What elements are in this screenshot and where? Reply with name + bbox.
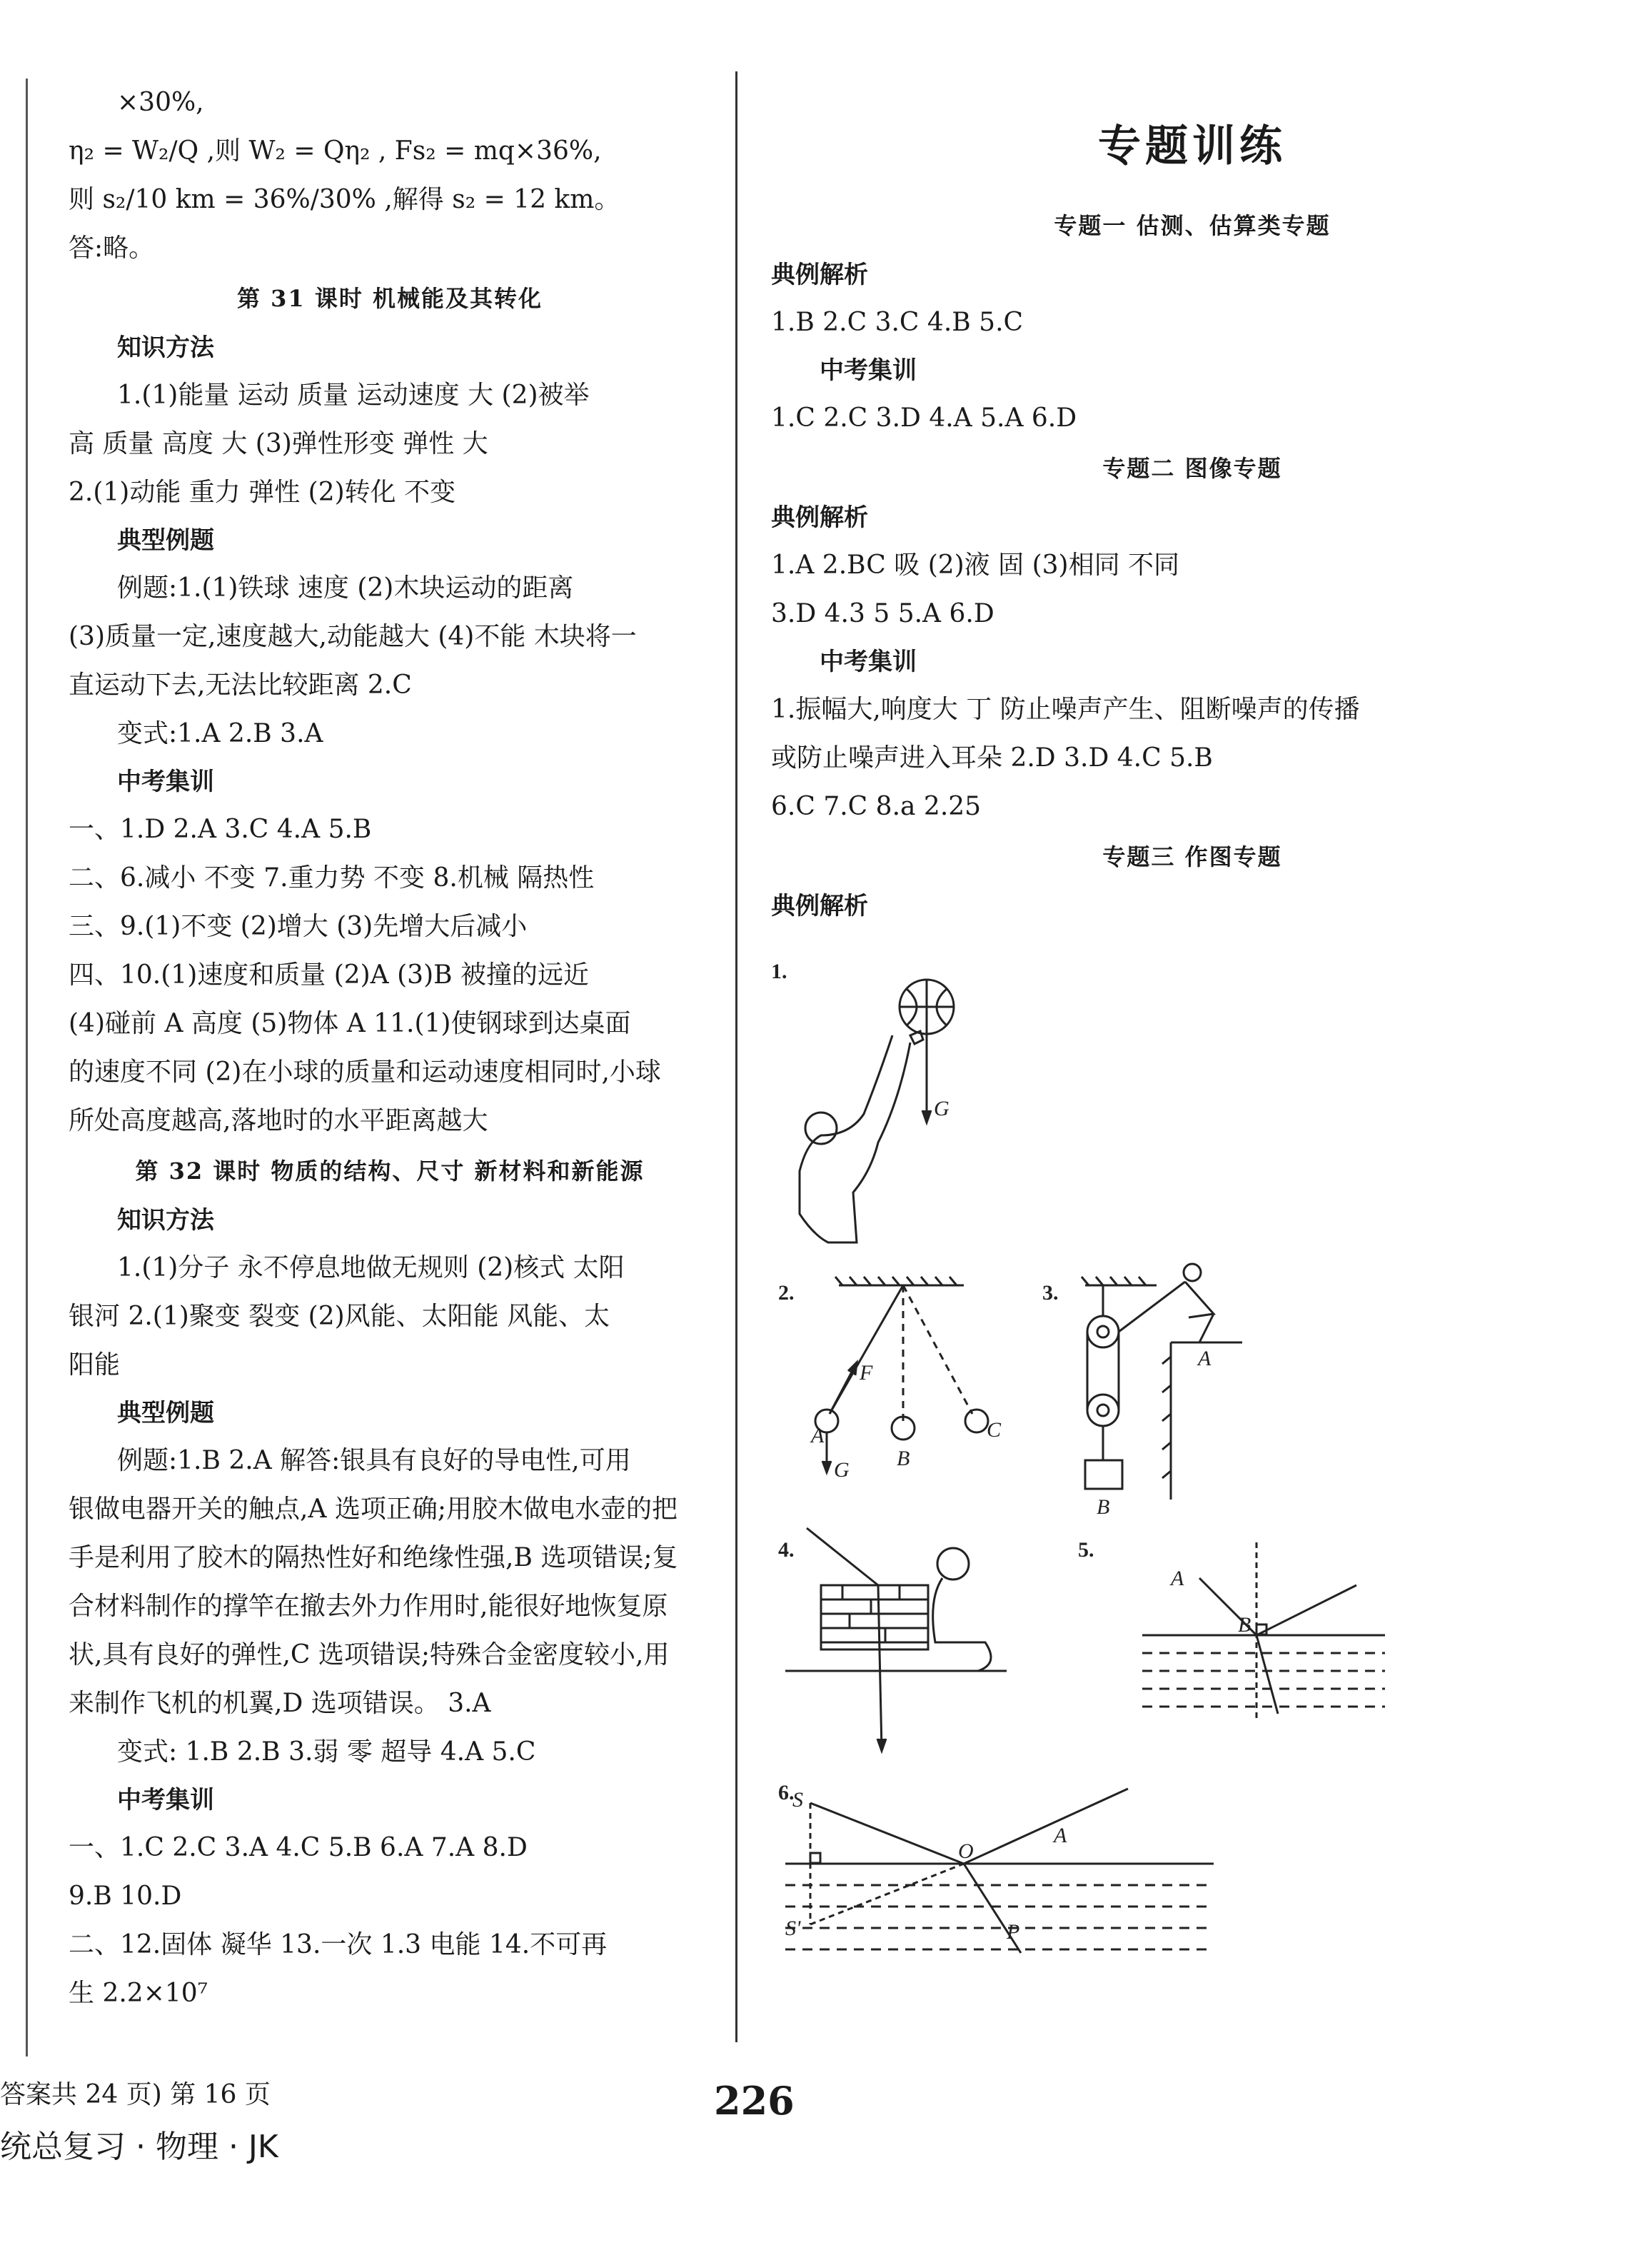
topic-1-title: 专题一 估测、估算类专题 [1054, 212, 1331, 239]
topic-1-answer-line: 1.B 2.C 3.C 4.B 5.C [771, 308, 1024, 337]
lesson-32-answer-line: 1.(1)分子 永不停息地做无规则 (2)核式 太阳 [117, 1253, 625, 1282]
lesson-31-answer-line: 高 质量 高度 大 (3)弹性形变 弹性 大 [69, 429, 488, 458]
lesson-31-answer-line: 变式:1.A 2.B 3.A [117, 719, 323, 748]
label-a5: A [1171, 1567, 1184, 1590]
lesson-32-answer-line: 变式: 1.B 2.B 3.弱 零 超导 4.A 5.C [117, 1737, 536, 1767]
solution-line: 则 s₂/10 km = 36%/30% ,解得 s₂ = 12 km。 [69, 185, 620, 214]
footer-note: 答案共 24 页) 第 16 页 [0, 2080, 271, 2109]
lesson-32-title: 第 32 课时 物质的结构、尺寸 新材料和新能源 [135, 1157, 645, 1185]
figure-4-mirror [785, 1528, 1007, 1751]
lesson-31-answer-line: 2.(1)动能 重力 弹性 (2)转化 不变 [69, 478, 456, 507]
topic-2-subheading: 中考集训 [820, 648, 917, 676]
column-divider [735, 71, 737, 2042]
topic-2-title: 专题二 图像专题 [1102, 455, 1282, 482]
label-a3: A [1198, 1347, 1212, 1370]
lesson-31-subheading: 典型例题 [117, 526, 214, 555]
lesson-31-answer-line: (3)质量一定,速度越大,动能越大 (4)不能 木块将一 [69, 622, 637, 651]
label-b3: B [1097, 1495, 1110, 1519]
lesson-32-subheading: 中考集训 [117, 1786, 214, 1814]
label-o: O [958, 1839, 974, 1863]
lesson-32-answer-line: 阳能 [69, 1350, 121, 1380]
lesson-32-answer-line: 银河 2.(1)聚变 裂变 (2)风能、太阳能 风能、太 [69, 1302, 610, 1331]
solution-line: ×30%, [117, 88, 204, 117]
lesson-32-answer-line: 一、1.C 2.C 3.A 4.C 5.B 6.A 7.A 8.D [69, 1833, 528, 1862]
lesson-32-answer-line: 二、12.固体 凝华 13.一次 1.3 电能 14.不可再 [69, 1930, 608, 1959]
lesson-31-subheading: 知识方法 [117, 333, 214, 362]
lesson-31-title: 第 31 课时 机械能及其转化 [237, 285, 543, 312]
topic-1-answer-line: 1.C 2.C 3.D 4.A 5.A 6.D [771, 403, 1077, 433]
lesson-31-answer-line: 1.(1)能量 运动 质量 运动速度 大 (2)被举 [117, 381, 590, 410]
lesson-32-subheading: 典型例题 [117, 1399, 214, 1427]
figure-3-pulley [1082, 1264, 1242, 1500]
topic-2-answer-line: 或防止噪声进入耳朵 2.D 3.D 4.C 5.B [771, 743, 1213, 773]
figure-3-label: 3. [1042, 1281, 1059, 1305]
lesson-31-answer-line: 例题:1.(1)铁球 速度 (2)木块运动的距离 [117, 573, 574, 603]
label-p: P [1007, 1920, 1020, 1944]
solution-line: 答:略。 [69, 233, 155, 263]
lesson-31-answer-line: 的速度不同 (2)在小球的质量和运动速度相同时,小球 [69, 1058, 661, 1087]
lesson-32-answer-line: 9.B 10.D [69, 1882, 182, 1911]
topic-2-answer-line: 6.C 7.C 8.a 2.25 [771, 792, 982, 821]
left-column [69, 79, 711, 2018]
figure-2-pendulum [815, 1277, 988, 1472]
right-column [771, 79, 1613, 930]
label-c2: C [987, 1418, 1002, 1442]
label-g1: G [934, 1097, 950, 1120]
topic-1-subheading: 中考集训 [820, 356, 917, 385]
label-s-prime: S' [785, 1917, 801, 1940]
topic-1-subheading: 典例解析 [771, 261, 868, 289]
label-a6: A [1054, 1824, 1067, 1847]
topic-3-title: 专题三 作图专题 [1102, 843, 1282, 870]
lesson-32-subheading: 知识方法 [117, 1206, 214, 1235]
figure-5-label: 5. [1078, 1538, 1094, 1562]
book-brand: 统总复习 · 物理 · JK [0, 2129, 278, 2165]
figures [771, 957, 1592, 1971]
figure-2-label: 2. [778, 1281, 795, 1305]
lesson-31-answer-line: 所处高度越高,落地时的水平距离越大 [69, 1106, 488, 1135]
lesson-31-answer-line: 直运动下去,无法比较距离 2.C [69, 671, 412, 700]
lesson-31-answer-line: 一、1.D 2.A 3.C 4.A 5.B [69, 815, 372, 844]
topic-2-answer-line: 1.A 2.BC 吸 (2)液 固 (3)相同 不同 [771, 551, 1180, 580]
lesson-31-answer-line: (4)碰前 A 高度 (5)物体 A 11.(1)使钢球到达桌面 [69, 1009, 631, 1038]
lesson-31-subheading: 中考集训 [117, 768, 214, 796]
section-title: 专题训练 [1098, 121, 1286, 171]
figure-4-label: 4. [778, 1538, 795, 1562]
lesson-32-answer-line: 银做电器开关的触点,A 选项正确;用胶木做电水壶的把 [69, 1495, 678, 1524]
lesson-32-answer-line: 生 2.2×10⁷ [69, 1979, 208, 2008]
label-g2: G [834, 1458, 850, 1482]
solution-line: η₂ = W₂/Q ,则 W₂ = Qη₂ , Fs₂ = mq×36%, [69, 136, 602, 166]
lesson-32-answer-line: 合材料制作的撑竿在撤去外力作用时,能很好地恢复原 [69, 1592, 668, 1621]
lesson-32-answer-line: 来制作飞机的机翼,D 选项错误。 3.A [69, 1689, 491, 1718]
label-a2: A [811, 1424, 825, 1447]
lesson-32-answer-line: 状,具有良好的弹性,C 选项错误;特殊合金密度较小,用 [69, 1640, 670, 1669]
label-f: F [860, 1361, 873, 1385]
figure-6-label: 6. [778, 1781, 795, 1804]
lesson-31-answer-line: 三、9.(1)不变 (2)增大 (3)先增大后减小 [69, 912, 528, 941]
lesson-32-answer-line: 例题:1.B 2.A 解答:银具有良好的导电性,可用 [117, 1446, 631, 1475]
label-s: S [792, 1788, 803, 1812]
topic-2-answer-line: 3.D 4.3 5 5.A 6.D [771, 599, 994, 628]
left-margin-rule [26, 79, 28, 2056]
label-b2: B [897, 1447, 910, 1470]
page-number: 226 [714, 2078, 795, 2124]
lesson-32-answer-line: 手是利用了胶木的隔热性好和绝缘性强,B 选项错误;复 [69, 1543, 678, 1572]
figure-6-reflection [785, 1789, 1214, 1953]
topic-2-subheading: 典例解析 [771, 503, 868, 532]
figure-1-basketball [800, 980, 954, 1242]
lesson-31-answer-line: 二、6.减小 不变 7.重力势 不变 8.机械 隔热性 [69, 863, 595, 893]
figure-1-label: 1. [771, 960, 787, 983]
topic-3-subheading: 典例解析 [771, 892, 868, 920]
label-b5: B [1238, 1613, 1251, 1637]
topic-2-answer-line: 1.振幅大,响度大 丁 防止噪声产生、阻断噪声的传播 [771, 695, 1360, 724]
lesson-31-answer-line: 四、10.(1)速度和质量 (2)A (3)B 被撞的远近 [69, 960, 590, 990]
